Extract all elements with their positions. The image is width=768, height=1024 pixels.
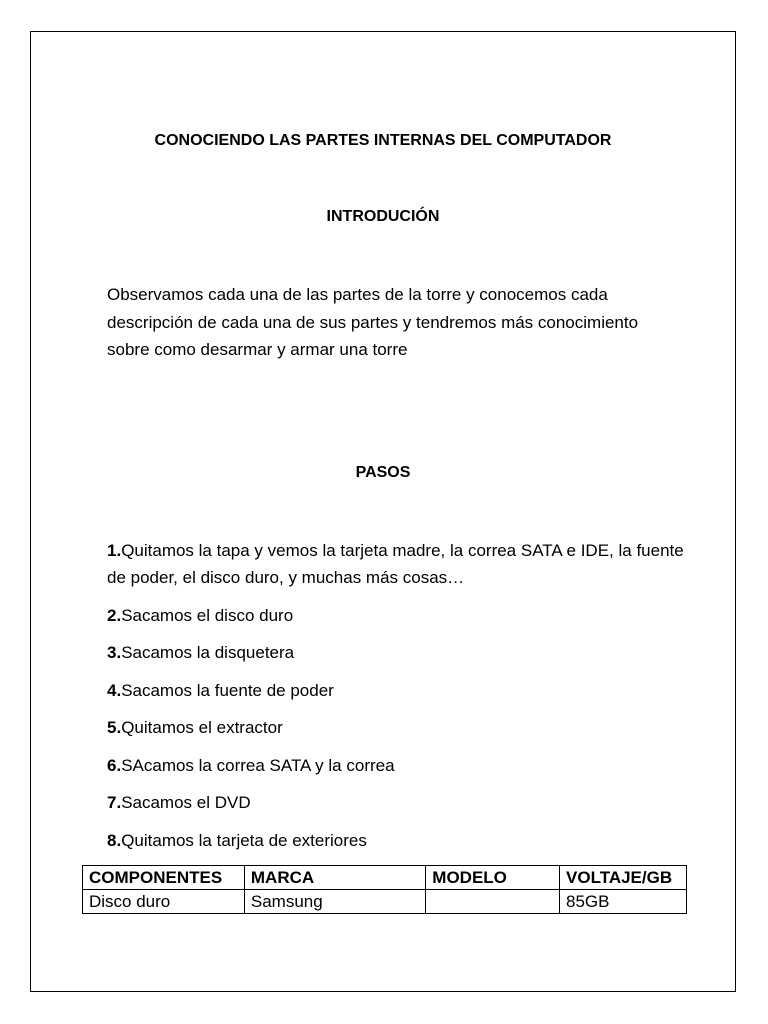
- step-item: [107, 677, 687, 704]
- table-header-cell: VOLTAJE/GB: [560, 866, 687, 890]
- step-number: 4.: [107, 680, 122, 700]
- intro-paragraph: Observamos cada una de las partes de la torre y conocemos cada descripción de cada una de sus partes y tendremos más conocimiento sobre como desarmar y armar una torre: [107, 285, 639, 359]
- intro-heading: INTRODUCIÓN: [326, 208, 440, 225]
- table-cell: Samsung: [244, 890, 425, 914]
- document-title: CONOCIENDO LAS PARTES INTERNAS DEL COMPUTADOR: [154, 132, 612, 149]
- step-item: [107, 789, 687, 816]
- table-cell: Disco duro: [83, 890, 245, 914]
- table-cell: 85GB: [560, 890, 687, 914]
- document-page: [30, 31, 736, 992]
- step-number: 5.: [107, 718, 122, 737]
- step-text: Quitamos la tapa y vemos la tarjeta madre, la correa SATA e IDE, la fuente de poder, el disco duro, y muchas más cosas…: [107, 541, 684, 587]
- step-item: [107, 752, 687, 779]
- table-row: [83, 890, 687, 914]
- table-header-row: [83, 866, 687, 890]
- step-item: [107, 827, 687, 854]
- step-text: Sacamos la fuente de poder: [121, 680, 334, 700]
- table-cell: [426, 890, 560, 914]
- step-number: 1.: [107, 541, 122, 560]
- step-item: [107, 639, 687, 666]
- steps-heading: PASOS: [355, 464, 411, 481]
- step-text: Sacamos el disco duro: [121, 605, 294, 625]
- step-text: Sacamos la disquetera: [121, 643, 295, 662]
- step-item: [107, 537, 687, 591]
- step-text: SAcamos la correa SATA y la correa: [121, 755, 395, 775]
- table-header-cell: COMPONENTES: [83, 866, 245, 890]
- step-number: 7.: [107, 793, 122, 812]
- step-item: [107, 602, 687, 629]
- step-number: 3.: [107, 643, 122, 662]
- step-item: [107, 714, 687, 741]
- step-number: 2.: [107, 605, 122, 625]
- steps-list: [107, 537, 687, 864]
- step-text: Quitamos el extractor: [121, 718, 283, 737]
- step-text: Sacamos el DVD: [121, 793, 251, 812]
- components-table: [82, 865, 687, 914]
- step-text: Quitamos la tarjeta de exteriores: [121, 830, 367, 850]
- table-header-cell: MODELO: [426, 866, 560, 890]
- step-number: 6.: [107, 755, 122, 775]
- step-number: 8.: [107, 830, 122, 850]
- table-header-cell: MARCA: [244, 866, 425, 890]
